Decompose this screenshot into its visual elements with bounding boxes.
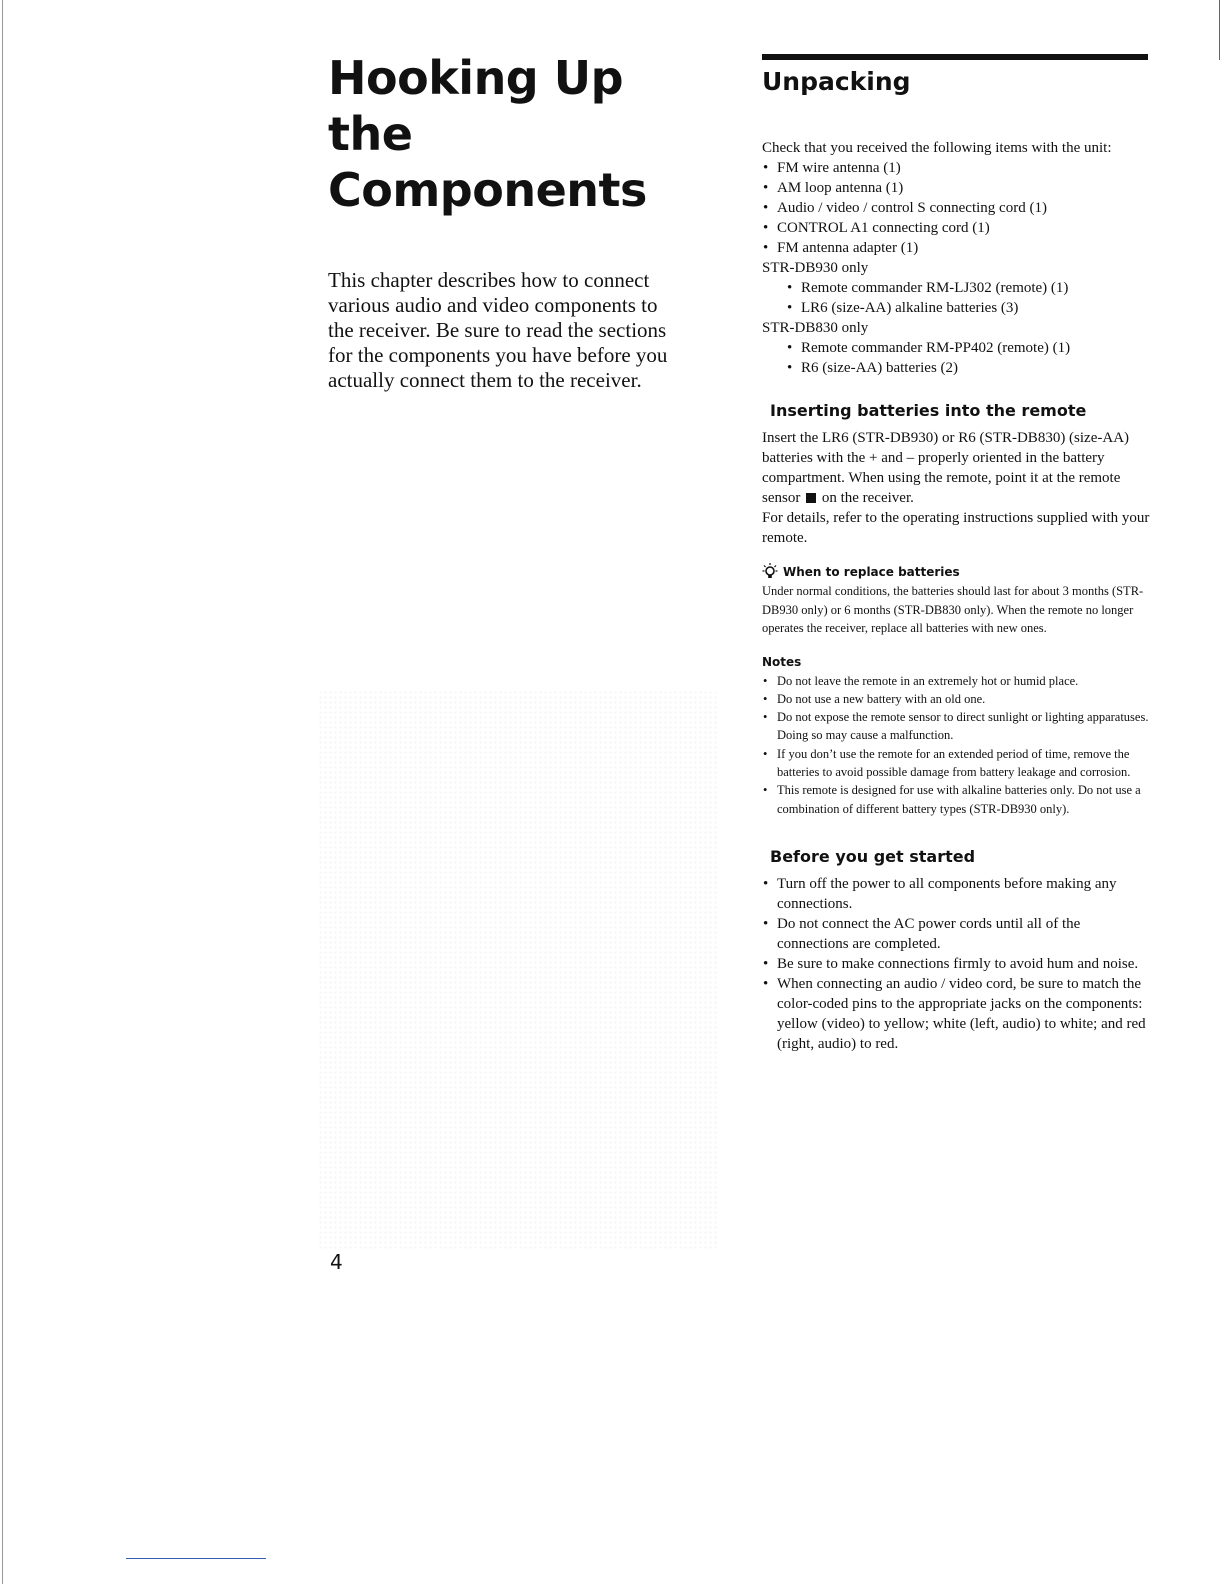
tip-text: Under normal conditions, the batteries should last for about 3 months (STR-DB930 only) or 6 months (STR-DB830 only). When the remote no longer operates the receiver, replace all batteries with new ones. (762, 584, 1144, 635)
list-item: • AM loop antenna (1) (762, 178, 1152, 198)
unpacking-heading: Unpacking (762, 67, 911, 96)
batteries-heading: Inserting batteries into the remote (770, 401, 1087, 420)
unpacking-intro: Check that you received the following items with the unit: (762, 140, 1112, 156)
scan-speckle (318, 690, 718, 1250)
model-label: STR-DB930 only (762, 260, 869, 276)
list-item: • When connecting an audio / video cord, be sure to match the color-coded pins to the appropriate jacks on the components: yellow (video) to yellow; white (left, audio) to white; and red (right, audio) to red. (762, 974, 1152, 1054)
bottom-rule (126, 1558, 266, 1559)
started-heading: Before you get started (770, 846, 976, 866)
batteries-paragraph (762, 428, 1152, 508)
list-item: • If you don’t use the remote for an extended period of time, remove the batteries to avoid possible damage from battery leakage and corrosion. (762, 745, 1152, 782)
list-item: • CONTROL A1 connecting cord (1) (762, 218, 1152, 238)
list-item: • Remote commander RM-LJ302 (remote) (1) (786, 278, 1152, 298)
list-item: • LR6 (size-AA) alkaline batteries (3) (786, 298, 1152, 318)
list-item: • Be sure to make connections firmly to avoid hum and noise. (762, 954, 1152, 974)
started-list (762, 874, 1152, 1054)
right-column (762, 60, 1152, 1054)
lightbulb-icon (762, 562, 778, 580)
batteries-details: For details, refer to the operating instructions supplied with your remote. (762, 510, 1150, 546)
scan-edge-right (1219, 0, 1220, 60)
model-items-list (786, 278, 1152, 318)
chapter-title-line: the (328, 107, 413, 161)
list-item: • FM wire antenna (1) (762, 158, 1152, 178)
list-item: • Turn off the power to all components before making any connections. (762, 874, 1152, 914)
tip-title: When to replace batteries (783, 565, 960, 579)
batteries-text: Insert the LR6 (STR-DB930) or R6 (STR-DB830) (size-AA) batteries with the + and – properly oriented in the battery compartment. When using the remote, point it at the remote sensor (762, 430, 1130, 506)
chapter-title-line: Hooking Up (328, 51, 624, 105)
list-item: • Do not connect the AC power cords until all of the connections are completed. (762, 914, 1152, 954)
list-item: • Do not expose the remote sensor to direct sunlight or lighting apparatuses. Doing so may cause a malfunction. (762, 708, 1152, 745)
tip-header (762, 562, 1152, 580)
unpacking-list (762, 158, 1152, 258)
batteries-text: on the receiver. (821, 490, 914, 506)
list-item: • Do not leave the remote in an extremely hot or humid place. (762, 672, 1152, 690)
chapter-title-line: Components (328, 163, 647, 217)
chapter-title (328, 50, 688, 218)
list-item: • Audio / video / control S connecting cord (1) (762, 198, 1152, 218)
list-item: • Do not use a new battery with an old one. (762, 690, 1152, 708)
scan-edge-left (2, 0, 3, 1584)
chapter-intro: This chapter describes how to connect various audio and video components to the receiver. Be sure to read the sections for the components you have before you actually connect them to the receiver. (328, 268, 668, 392)
list-item: • Remote commander RM-PP402 (remote) (1) (786, 338, 1152, 358)
model-label: STR-DB830 only (762, 320, 869, 336)
notes-list (762, 672, 1152, 818)
list-item: • R6 (size-AA) batteries (2) (786, 358, 1152, 378)
list-item: • This remote is designed for use with alkaline batteries only. Do not use a combination of different battery types (STR-DB930 only). (762, 781, 1152, 818)
notes-title: Notes (762, 654, 802, 669)
remote-sensor-icon (806, 493, 816, 503)
page-number: 4 (330, 1250, 343, 1274)
list-item: • FM antenna adapter (1) (762, 238, 1152, 258)
model-items-list (786, 338, 1152, 378)
